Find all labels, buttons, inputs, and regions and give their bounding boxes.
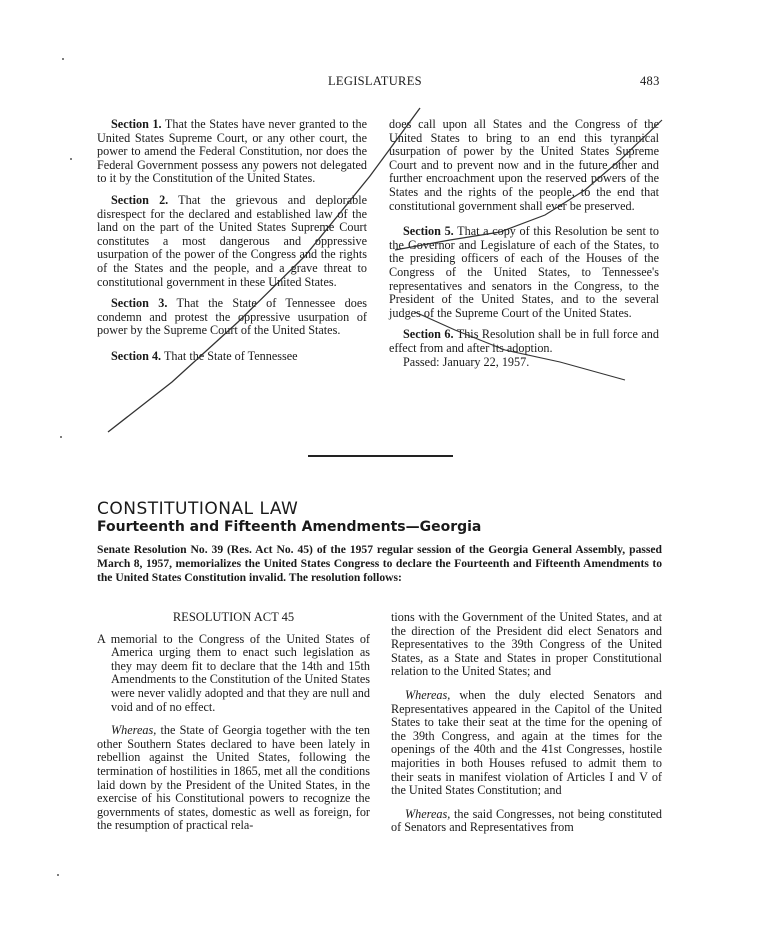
whereas-1-word: Whereas, <box>111 723 157 738</box>
section-4-text: That the State of Tennessee <box>163 348 298 363</box>
section-5-label: Section 5. <box>403 224 454 239</box>
passed-date: Passed: January 22, 1957. <box>403 354 530 369</box>
section-1-text: That the States have never granted to the United States Supreme Court, or any other court, the power to amend the Federal Constitution, nor does the Federal Government possess any powers not delegated to it by the Constitution of the United States. <box>97 117 367 186</box>
whereas-3-text: the said Congresses, not being constituted of Senators and Representatives from <box>391 806 663 835</box>
whereas-1-text: the State of Georgia together with the ten other Southern States declared to have been lately in rebellion against the United States, following the termination of hostilities in 1865, met all the conditions laid down by the President of the United States, in the exercise of his Constitutional powers to recognize the governments of states, domestic as well as foreign, for the resumption of practical rela- <box>97 723 371 833</box>
resolution-heading: RESOLUTION ACT 45 <box>172 610 295 624</box>
section-4-continuation: does call upon all States and the Congress of the United States to bring to an end this tyrannical usurpation of power by the United States Supreme Court and to prevent now and in the future other and further encroachment upon the reserved powers of the States and the rights of the people, to the end that constitutional government shall ever be preserved. <box>389 117 659 213</box>
page-number: 483 <box>640 74 660 88</box>
section-2-text: That the grievous and deplorable disrespect for the declared and established law of the land on the part of the United States Supreme Court constitutes a most dangerous and oppressive usurpation of the power of the Congress and the rights of the States and the people, and a grave threat to constitutional government in these United States. <box>97 192 367 289</box>
section-intro: Senate Resolution No. 39 (Res. Act No. 45) of the 1957 regular session of the Georgia General Assembly, passed March 8, 1957, memorializes the United States Congress to declare the Fourteenth and Fifteenth Amendments to the United States Constitution invalid. The resolution follows: <box>97 543 662 584</box>
section-divider <box>308 455 453 457</box>
whereas-3 <box>391 808 662 835</box>
memorial-text: A memorial to the Congress of the United States of America urging them to enact such legislation as they may deem fit to declare that the 14th and 15th Amendments to the Constitution of the United States were never validly adopted and that they are null and void and of no effect. <box>97 631 370 714</box>
section-6-label: Section 6. <box>403 327 454 342</box>
section-4-label: Section 4. <box>111 348 162 363</box>
section-3-label: Section 3. <box>111 296 168 311</box>
section-subtitle: Fourteenth and Fifteenth Amendments—Georgia <box>97 519 482 535</box>
scan-speck <box>60 436 62 438</box>
strike-line-right <box>395 120 662 250</box>
whereas-2 <box>391 689 662 798</box>
scan-speck <box>70 158 72 160</box>
strike-line-lower <box>415 312 625 380</box>
section-3-text: That the State of Tennessee does condemn and protest the oppressive usurpation of power by the Supreme Court of the United States. <box>97 296 367 338</box>
running-title: LEGISLATURES <box>328 74 422 88</box>
whereas-1 <box>97 724 370 833</box>
whereas-2-word: Whereas, <box>405 687 451 702</box>
section-1-label: Section 1. <box>111 117 162 131</box>
bottom-right-column <box>391 611 662 843</box>
section-6-text: This Resolution shall be in full force and effect from and after its adoption. <box>389 327 659 355</box>
scan-speck <box>57 874 59 876</box>
whereas-1-continuation: tions with the Government of the United States, and at the direction of the President did elect Senators and Representatives to the 39th Congress of the United States, as a State and States in proper Constitutional relation to the United States; and <box>391 610 662 679</box>
bottom-left-column <box>97 611 370 841</box>
scan-speck <box>62 58 64 60</box>
whereas-2-text: when the duly elected Senators and Representatives appeared in the Capitol of the United States to take their seat at the time for the opening of the 39th Congress, and again at the times for the openings of the 40th and the 41st Congresses, hostile majorities in both Houses refused to admit them to their seats in manifest violation of Articles I and V of the United States Constitution; and <box>391 687 663 798</box>
strike-line-left <box>108 108 420 432</box>
section-5-text: That a copy of this Resolution be sent to the Governor and Legislature of each of the States, to the presiding officers of each of the Houses of the Congress of the United States, to Tennessee's representatives and senators in the Congress, to the President of the United States, and to the several judges of the Supreme Court of the United States. <box>389 224 660 320</box>
section-title: CONSTITUTIONAL LAW <box>97 499 299 519</box>
whereas-3-word: Whereas, <box>405 806 451 821</box>
section-2-label: Section 2. <box>111 192 169 207</box>
